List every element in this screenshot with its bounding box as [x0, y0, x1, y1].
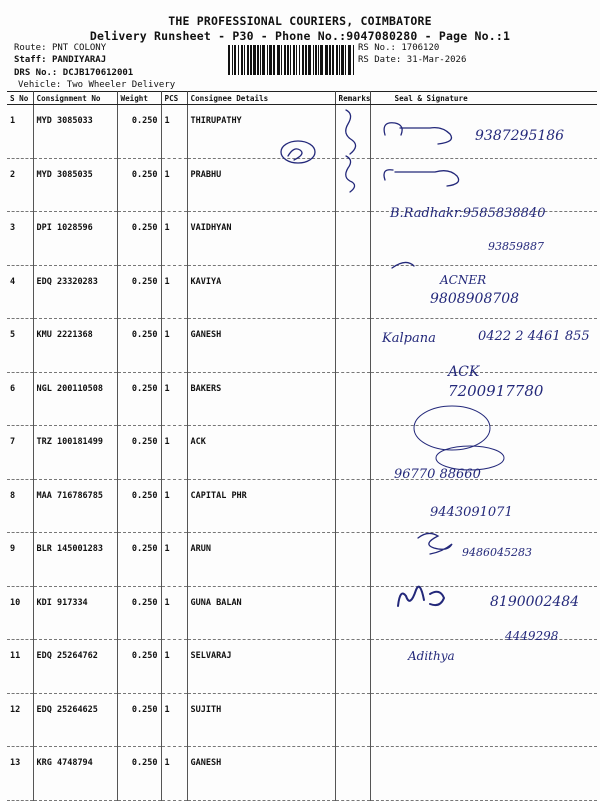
cell-consignment: KRG 4748794	[33, 747, 117, 801]
cell-pcs: 1	[161, 105, 187, 159]
barcode-bar	[238, 45, 239, 75]
cell-signature	[370, 372, 597, 426]
route-line	[14, 43, 106, 53]
cell-pcs: 1	[161, 640, 187, 694]
cell-remarks	[335, 212, 370, 266]
cell-remarks	[335, 747, 370, 801]
col-header-signature: Seal & Signature	[370, 92, 597, 105]
cell-weight: 0.250	[117, 372, 161, 426]
cell-consignee: ACK	[187, 426, 335, 480]
cell-weight: 0.250	[117, 105, 161, 159]
cell-consignee: CAPITAL PHR	[187, 479, 335, 533]
cell-remarks	[335, 640, 370, 694]
cell-consignment: EDQ 25264625	[33, 693, 117, 747]
runsheet-table	[7, 91, 597, 801]
hw-row1-phone: 9387295186	[475, 128, 565, 144]
barcode-bar	[250, 45, 252, 75]
cell-pcs: 1	[161, 747, 187, 801]
cell-sno: 7	[7, 426, 33, 480]
table-row	[7, 479, 597, 533]
barcode-bar	[305, 45, 307, 75]
cell-consignment: BLR 145001283	[33, 533, 117, 587]
document-subtitle: Delivery Runsheet - P30 - Phone No.:9047080280 - Page No.:1	[89, 29, 511, 43]
cell-pcs: 1	[161, 158, 187, 212]
cell-remarks	[335, 158, 370, 212]
document-title: THE PROFESSIONAL COURIERS, COIMBATORE	[168, 14, 432, 28]
hw-row5-phone: 9808908708	[430, 291, 520, 307]
cell-signature	[370, 747, 597, 801]
drs-line	[14, 68, 133, 78]
cell-consignment: MYD 3085035	[33, 158, 117, 212]
hw-row10-phone: 9443091071	[430, 505, 513, 520]
cell-pcs: 1	[161, 586, 187, 640]
hw-row7-name: ACK	[448, 364, 480, 380]
barcode-bar	[320, 45, 323, 75]
barcode-bar	[299, 45, 300, 75]
cell-weight: 0.250	[117, 212, 161, 266]
barcode-bar	[287, 45, 289, 75]
barcode-bar	[325, 45, 328, 75]
cell-remarks	[335, 319, 370, 373]
barcode-bar	[234, 45, 236, 75]
cell-consignee: THIRUPATHY	[187, 105, 335, 159]
col-header-consignment: Consignment No	[33, 92, 117, 105]
barcode-bar	[339, 45, 340, 75]
cell-remarks	[335, 533, 370, 587]
barcode-bar	[260, 45, 261, 75]
table-row	[7, 426, 597, 480]
cell-remarks	[335, 372, 370, 426]
barcode-bar	[293, 45, 295, 75]
table-row	[7, 158, 597, 212]
cell-signature	[370, 479, 597, 533]
hw-row6-phone: 0422 2 4461 855	[478, 329, 590, 344]
cell-consignment: EDQ 25264762	[33, 640, 117, 694]
barcode-bar	[228, 45, 230, 75]
cell-pcs: 1	[161, 319, 187, 373]
col-header-consignee: Consignee Details	[187, 92, 335, 105]
barcode-bar	[302, 45, 304, 75]
cell-sno: 1	[7, 105, 33, 159]
barcode-bar	[332, 45, 334, 75]
cell-consignment: NGL 200110508	[33, 372, 117, 426]
table-row	[7, 105, 597, 159]
table-header-row	[7, 92, 597, 105]
rs-no-line	[358, 43, 439, 53]
barcode-bar	[269, 45, 272, 75]
cell-remarks	[335, 693, 370, 747]
cell-weight: 0.250	[117, 747, 161, 801]
cell-consignment: TRZ 100181499	[33, 426, 117, 480]
cell-consignee: KAVIYA	[187, 265, 335, 319]
barcode-bar	[341, 45, 344, 75]
cell-signature	[370, 265, 597, 319]
cell-consignment: DPI 1028596	[33, 212, 117, 266]
cell-weight: 0.250	[117, 158, 161, 212]
cell-pcs: 1	[161, 479, 187, 533]
cell-weight: 0.250	[117, 693, 161, 747]
cell-consignee: VAIDHYAN	[187, 212, 335, 266]
hw-row7-phone: 7200917780	[448, 382, 544, 400]
cell-remarks	[335, 426, 370, 480]
barcode-bar	[247, 45, 249, 75]
cell-weight: 0.250	[117, 426, 161, 480]
barcode-bar	[318, 45, 319, 75]
hw-row13-phone: 4449298	[505, 629, 559, 643]
barcode-bar	[296, 45, 297, 75]
barcode-bar	[336, 45, 338, 75]
hw-row11-phone: 9486045283	[462, 546, 532, 559]
cell-sno: 6	[7, 372, 33, 426]
cell-consignment: MYD 3085033	[33, 105, 117, 159]
staff-label: Staff:	[14, 55, 47, 65]
rs-date-value: 31-Mar-2026	[406, 55, 467, 65]
col-header-sno: S No	[7, 92, 33, 105]
cell-consignment: KDI 917334	[33, 586, 117, 640]
cell-weight: 0.250	[117, 265, 161, 319]
barcode-bar	[262, 45, 265, 75]
cell-weight: 0.250	[117, 640, 161, 694]
rs-no-label: RS No.:	[358, 43, 396, 53]
table-row	[7, 747, 597, 801]
cell-sno: 11	[7, 640, 33, 694]
cell-remarks	[335, 265, 370, 319]
cell-signature	[370, 212, 597, 266]
table-row	[7, 372, 597, 426]
hw-row5-name: ACNER	[440, 273, 487, 287]
vehicle-line	[18, 80, 175, 90]
barcode-bar	[267, 45, 268, 75]
hw-row4-phone: 93859887	[488, 240, 544, 253]
cell-sno: 4	[7, 265, 33, 319]
barcode-bar	[281, 45, 282, 75]
staff-value: PANDIYARAJ	[51, 55, 107, 65]
staff-line	[14, 55, 106, 65]
cell-sno: 3	[7, 212, 33, 266]
cell-sno: 9	[7, 533, 33, 587]
cell-consignee: PRABHU	[187, 158, 335, 212]
cell-consignee: ARUN	[187, 533, 335, 587]
cell-remarks	[335, 479, 370, 533]
cell-sno: 5	[7, 319, 33, 373]
table-row	[7, 212, 597, 266]
cell-consignee: SELVARAJ	[187, 640, 335, 694]
hw-row13-name: Adithya	[408, 649, 455, 663]
cell-consignment: EDQ 23320283	[33, 265, 117, 319]
table-row	[7, 319, 597, 373]
cell-sno: 2	[7, 158, 33, 212]
drs-value: DCJB170612001	[62, 68, 134, 78]
cell-consignee: BAKERS	[187, 372, 335, 426]
cell-weight: 0.250	[117, 586, 161, 640]
cell-signature	[370, 158, 597, 212]
cell-remarks	[335, 105, 370, 159]
route-label: Route:	[14, 43, 47, 53]
cell-sno: 8	[7, 479, 33, 533]
table-row	[7, 693, 597, 747]
cell-pcs: 1	[161, 693, 187, 747]
barcode-bar	[348, 45, 351, 75]
cell-consignee: GANESH	[187, 319, 335, 373]
col-header-weight: Weight	[117, 92, 161, 105]
route-value: PNT COLONY	[51, 43, 107, 53]
rs-date-line	[358, 55, 466, 65]
hw-row12-phone: 8190002484	[490, 594, 580, 610]
cell-signature	[370, 640, 597, 694]
hw-row3: B.Radhakr.9585838840	[390, 206, 546, 221]
cell-signature	[370, 105, 597, 159]
barcode-bar	[232, 45, 233, 75]
table-row	[7, 640, 597, 694]
cell-pcs: 1	[161, 372, 187, 426]
cell-weight: 0.250	[117, 319, 161, 373]
barcode-bar	[329, 45, 331, 75]
cell-weight: 0.250	[117, 479, 161, 533]
cell-sno: 13	[7, 747, 33, 801]
barcode-bar	[257, 45, 259, 75]
barcode-bar	[308, 45, 311, 75]
cell-pcs: 1	[161, 212, 187, 266]
hw-row9-phone: 96770 88660	[394, 467, 481, 482]
cell-signature	[370, 426, 597, 480]
vehicle-label: Vehicle:	[18, 80, 62, 90]
vehicle-value: Two Wheeler Delivery	[66, 80, 176, 90]
table-row	[7, 265, 597, 319]
barcode-image	[228, 45, 354, 75]
barcode-bar	[241, 45, 243, 75]
drs-label: DRS No.:	[14, 68, 58, 78]
rs-no-value: 1706120	[401, 43, 440, 53]
cell-consignment: MAA 716786785	[33, 479, 117, 533]
cell-pcs: 1	[161, 533, 187, 587]
barcode-bar	[244, 45, 245, 75]
cell-consignee: GANESH	[187, 747, 335, 801]
cell-consignment: KMU 2221368	[33, 319, 117, 373]
rs-date-label: RS Date:	[358, 55, 402, 65]
cell-signature	[370, 533, 597, 587]
barcode-bar	[290, 45, 291, 75]
barcode-bar	[277, 45, 280, 75]
cell-pcs: 1	[161, 265, 187, 319]
table-row	[7, 586, 597, 640]
barcode-bar	[253, 45, 256, 75]
table-row	[7, 533, 597, 587]
barcode-bar	[315, 45, 317, 75]
barcode-bar	[313, 45, 314, 75]
cell-consignee: SUJITH	[187, 693, 335, 747]
cell-sno: 10	[7, 586, 33, 640]
cell-remarks	[335, 586, 370, 640]
barcode-bar	[284, 45, 286, 75]
cell-sno: 12	[7, 693, 33, 747]
cell-signature	[370, 693, 597, 747]
cell-pcs: 1	[161, 426, 187, 480]
cell-weight: 0.250	[117, 533, 161, 587]
cell-consignee: GUNA BALAN	[187, 586, 335, 640]
barcode-bar	[273, 45, 275, 75]
hw-row6-name: Kalpana	[382, 331, 436, 346]
col-header-remarks: Remarks	[335, 92, 370, 105]
barcode-bar	[345, 45, 346, 75]
barcode-bar	[353, 45, 354, 75]
cell-signature	[370, 586, 597, 640]
cell-signature	[370, 319, 597, 373]
col-header-pcs: PCS	[161, 92, 187, 105]
